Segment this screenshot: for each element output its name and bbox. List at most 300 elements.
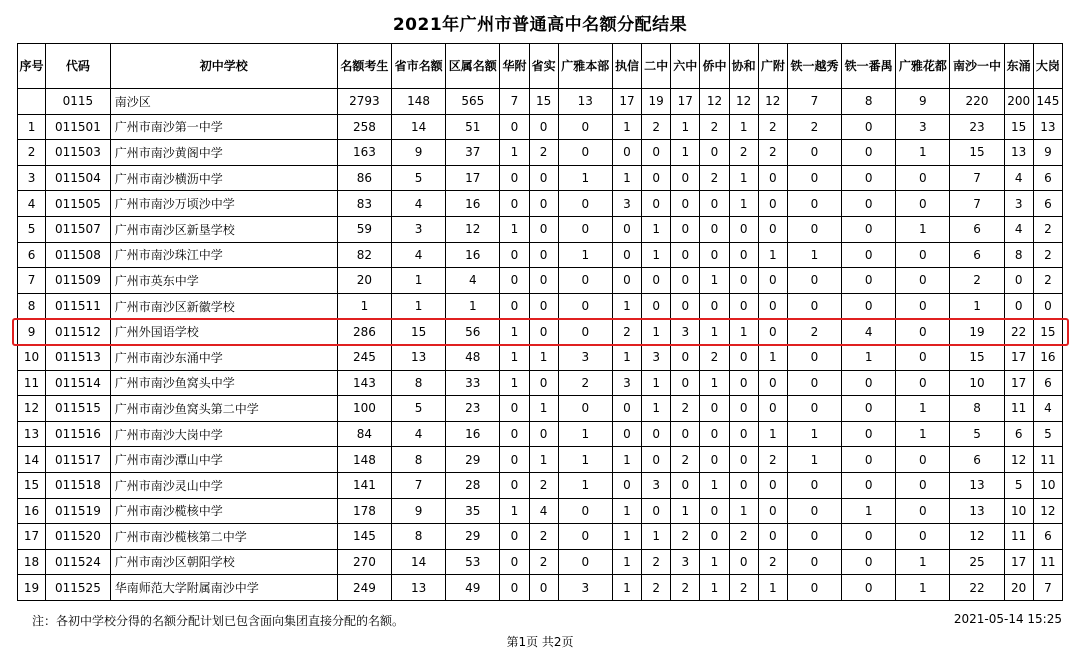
row-index-cell: 19: [18, 575, 46, 601]
school-code-cell: 011517: [46, 447, 111, 473]
quota-cell: 56: [446, 319, 500, 345]
quota-cell: 20: [337, 268, 391, 294]
quota-cell: 19: [950, 319, 1004, 345]
quota-cell: 17: [446, 165, 500, 191]
quota-cell: 8: [392, 447, 446, 473]
table-row: [18, 524, 1063, 550]
quota-cell: 2: [758, 549, 787, 575]
quota-cell: 2: [642, 575, 671, 601]
quota-cell: 2: [671, 396, 700, 422]
quota-cell: 7: [950, 165, 1004, 191]
quota-cell: 0: [729, 447, 758, 473]
quota-cell: 1: [787, 242, 841, 268]
table-row: [18, 370, 1063, 396]
column-header: 执信: [612, 44, 641, 89]
quota-cell: 0: [758, 370, 787, 396]
quota-cell: 1: [642, 242, 671, 268]
quota-cell: 0: [558, 524, 612, 550]
quota-cell: 0: [612, 216, 641, 242]
quota-cell: 0: [558, 319, 612, 345]
quota-cell: 0: [842, 114, 896, 140]
quota-cell: 0: [896, 165, 950, 191]
quota-cell: 8: [1004, 242, 1033, 268]
quota-cell: 83: [337, 191, 391, 217]
column-header: 侨中: [700, 44, 729, 89]
quota-cell: 2: [529, 140, 558, 166]
quota-cell: 200: [1004, 89, 1033, 115]
quota-cell: 0: [842, 268, 896, 294]
quota-cell: 0: [787, 498, 841, 524]
quota-cell: 2: [1033, 242, 1062, 268]
quota-cell: 0: [842, 191, 896, 217]
quota-cell: 84: [337, 421, 391, 447]
quota-cell: 0: [500, 447, 529, 473]
quota-cell: 1: [612, 498, 641, 524]
quota-cell: 13: [950, 472, 1004, 498]
quota-cell: 3: [558, 575, 612, 601]
quota-cell: 4: [1004, 165, 1033, 191]
quota-cell: 0: [758, 319, 787, 345]
quota-cell: 22: [950, 575, 1004, 601]
quota-cell: 0: [729, 549, 758, 575]
quota-cell: 0: [842, 165, 896, 191]
quota-cell: 286: [337, 319, 391, 345]
quota-cell: 0: [787, 524, 841, 550]
quota-cell: 12: [1033, 498, 1062, 524]
quota-cell: 0: [700, 421, 729, 447]
row-index-cell: 10: [18, 344, 46, 370]
quota-cell: 0: [500, 268, 529, 294]
quota-cell: 2: [529, 472, 558, 498]
table-row: [18, 396, 1063, 422]
quota-cell: 2: [1033, 268, 1062, 294]
school-name-cell: 广州市南沙区朝阳学校: [110, 549, 337, 575]
quota-cell: 0: [529, 191, 558, 217]
quota-cell: 1: [612, 575, 641, 601]
quota-cell: 0: [787, 549, 841, 575]
quota-cell: 49: [446, 575, 500, 601]
quota-cell: 0: [642, 268, 671, 294]
row-index-cell: [18, 89, 46, 115]
quota-cell: 0: [500, 421, 529, 447]
quota-cell: 4: [1004, 216, 1033, 242]
quota-cell: 1: [612, 447, 641, 473]
quota-cell: 82: [337, 242, 391, 268]
quota-cell: 2: [642, 114, 671, 140]
quota-cell: 0: [671, 191, 700, 217]
school-code-cell: 011504: [46, 165, 111, 191]
quota-cell: 2: [758, 140, 787, 166]
quota-cell: 10: [1004, 498, 1033, 524]
quota-cell: 1: [787, 447, 841, 473]
quota-cell: 4: [1033, 396, 1062, 422]
quota-cell: 1: [896, 140, 950, 166]
quota-cell: 0: [700, 524, 729, 550]
quota-cell: 3: [392, 216, 446, 242]
quota-cell: 0: [896, 319, 950, 345]
quota-cell: 4: [392, 421, 446, 447]
quota-cell: 0: [642, 140, 671, 166]
quota-cell: 9: [392, 140, 446, 166]
school-code-cell: 011519: [46, 498, 111, 524]
quota-cell: 16: [446, 191, 500, 217]
row-index-cell: 12: [18, 396, 46, 422]
column-header: 大岗: [1033, 44, 1062, 89]
quota-cell: 0: [729, 396, 758, 422]
quota-cell: 0: [558, 293, 612, 319]
quota-cell: 2: [612, 319, 641, 345]
quota-cell: 0: [896, 498, 950, 524]
quota-cell: 10: [950, 370, 1004, 396]
quota-cell: 1: [758, 575, 787, 601]
quota-cell: 0: [1004, 293, 1033, 319]
quota-cell: 17: [671, 89, 700, 115]
quota-cell: 1: [612, 524, 641, 550]
quota-cell: 7: [500, 89, 529, 115]
quota-cell: 15: [1004, 114, 1033, 140]
school-code-cell: 011503: [46, 140, 111, 166]
quota-cell: 15: [950, 344, 1004, 370]
allocation-table: [17, 43, 1063, 601]
quota-cell: 9: [896, 89, 950, 115]
quota-cell: 0: [842, 293, 896, 319]
school-name-cell: 广州市南沙区新垦学校: [110, 216, 337, 242]
quota-cell: 0: [729, 344, 758, 370]
row-index-cell: 3: [18, 165, 46, 191]
row-index-cell: 9: [18, 319, 46, 345]
quota-cell: 2: [729, 524, 758, 550]
school-name-cell: 广州市英东中学: [110, 268, 337, 294]
quota-cell: 1: [612, 549, 641, 575]
quota-cell: 2: [729, 140, 758, 166]
quota-cell: 13: [950, 498, 1004, 524]
school-name-cell: 广州市南沙鱼窝头中学: [110, 370, 337, 396]
quota-cell: 0: [758, 165, 787, 191]
quota-cell: 13: [1033, 114, 1062, 140]
row-index-cell: 13: [18, 421, 46, 447]
quota-cell: 35: [446, 498, 500, 524]
school-name-cell: 广州市南沙大岗中学: [110, 421, 337, 447]
quota-cell: 0: [671, 242, 700, 268]
quota-cell: 6: [950, 242, 1004, 268]
quota-cell: 0: [671, 216, 700, 242]
quota-cell: 163: [337, 140, 391, 166]
quota-cell: 2: [729, 575, 758, 601]
column-header: 二中: [642, 44, 671, 89]
quota-cell: 1: [558, 421, 612, 447]
quota-cell: 12: [700, 89, 729, 115]
quota-cell: 0: [612, 140, 641, 166]
quota-cell: 0: [642, 447, 671, 473]
quota-cell: 4: [529, 498, 558, 524]
quota-cell: 29: [446, 447, 500, 473]
quota-cell: 145: [1033, 89, 1062, 115]
school-name-cell: 广州市南沙黄阁中学: [110, 140, 337, 166]
quota-cell: 0: [500, 242, 529, 268]
column-header: 序号: [18, 44, 46, 89]
school-code-cell: 011518: [46, 472, 111, 498]
column-header: 代码: [46, 44, 111, 89]
quota-cell: 2: [529, 524, 558, 550]
school-name-cell: 广州市南沙潭山中学: [110, 447, 337, 473]
quota-cell: 0: [500, 472, 529, 498]
quota-cell: 5: [392, 165, 446, 191]
quota-cell: 1: [729, 498, 758, 524]
quota-cell: 1: [896, 396, 950, 422]
quota-cell: 0: [500, 524, 529, 550]
quota-cell: 7: [1033, 575, 1062, 601]
quota-cell: 1: [612, 114, 641, 140]
quota-cell: 13: [558, 89, 612, 115]
quota-cell: 2: [700, 344, 729, 370]
quota-cell: 0: [671, 370, 700, 396]
column-header: 铁一越秀: [787, 44, 841, 89]
quota-cell: 0: [1033, 293, 1062, 319]
quota-cell: 0: [896, 447, 950, 473]
quota-cell: 23: [446, 396, 500, 422]
quota-cell: 3: [671, 319, 700, 345]
school-code-cell: 011508: [46, 242, 111, 268]
quota-cell: 8: [950, 396, 1004, 422]
quota-cell: 0: [642, 421, 671, 447]
quota-cell: 0: [700, 447, 729, 473]
column-header: 初中学校: [110, 44, 337, 89]
row-index-cell: 2: [18, 140, 46, 166]
column-header: 省实: [529, 44, 558, 89]
quota-cell: 0: [896, 268, 950, 294]
table-row: [18, 268, 1063, 294]
quota-cell: 2: [787, 319, 841, 345]
quota-cell: 0: [896, 370, 950, 396]
quota-cell: 1: [642, 319, 671, 345]
quota-cell: 1: [529, 344, 558, 370]
quota-cell: 2: [950, 268, 1004, 294]
quota-cell: 1: [700, 268, 729, 294]
quota-cell: 0: [558, 268, 612, 294]
quota-cell: 3: [642, 344, 671, 370]
quota-cell: 12: [729, 89, 758, 115]
quota-cell: 0: [787, 472, 841, 498]
school-name-cell: 广州市南沙万顷沙中学: [110, 191, 337, 217]
quota-cell: 178: [337, 498, 391, 524]
quota-cell: 14: [392, 549, 446, 575]
quota-cell: 1: [671, 498, 700, 524]
quota-cell: 0: [500, 293, 529, 319]
column-header: 东涌: [1004, 44, 1033, 89]
quota-cell: 5: [1004, 472, 1033, 498]
quota-cell: 15: [392, 319, 446, 345]
quota-cell: 13: [392, 575, 446, 601]
quota-cell: 0: [700, 191, 729, 217]
quota-cell: 0: [558, 498, 612, 524]
quota-cell: 12: [446, 216, 500, 242]
quota-cell: 59: [337, 216, 391, 242]
quota-cell: 2: [529, 549, 558, 575]
quota-cell: 0: [729, 293, 758, 319]
quota-cell: 0: [842, 549, 896, 575]
quota-cell: 15: [1033, 319, 1062, 345]
quota-cell: 0: [612, 242, 641, 268]
school-name-cell: 广州市南沙榄核中学: [110, 498, 337, 524]
quota-cell: 0: [758, 524, 787, 550]
page-indicator: 第1页 共2页: [506, 635, 574, 649]
quota-cell: 1: [700, 472, 729, 498]
quota-cell: 0: [842, 575, 896, 601]
quota-cell: 249: [337, 575, 391, 601]
table-row: [18, 114, 1063, 140]
column-header: 区属名额: [446, 44, 500, 89]
quota-cell: 12: [950, 524, 1004, 550]
quota-cell: 15: [950, 140, 1004, 166]
quota-cell: 0: [612, 268, 641, 294]
quota-cell: 2: [642, 549, 671, 575]
row-index-cell: 14: [18, 447, 46, 473]
quota-cell: 17: [612, 89, 641, 115]
quota-cell: 220: [950, 89, 1004, 115]
quota-cell: 1: [787, 421, 841, 447]
table-row: [18, 498, 1063, 524]
school-code-cell: 011511: [46, 293, 111, 319]
quota-cell: 0: [700, 216, 729, 242]
table-row: [18, 242, 1063, 268]
quota-cell: 2: [758, 447, 787, 473]
row-index-cell: 18: [18, 549, 46, 575]
row-index-cell: 17: [18, 524, 46, 550]
quota-cell: 14: [392, 114, 446, 140]
quota-cell: 0: [612, 396, 641, 422]
quota-cell: 0: [842, 216, 896, 242]
table-row: [18, 549, 1063, 575]
column-header: 名额考生: [337, 44, 391, 89]
quota-cell: 0: [758, 191, 787, 217]
quota-cell: 4: [842, 319, 896, 345]
quota-cell: 1: [500, 216, 529, 242]
quota-cell: 0: [842, 472, 896, 498]
quota-cell: 0: [671, 293, 700, 319]
table-row: [18, 421, 1063, 447]
quota-cell: 86: [337, 165, 391, 191]
quota-cell: 1: [671, 140, 700, 166]
quota-cell: 5: [1033, 421, 1062, 447]
row-index-cell: 7: [18, 268, 46, 294]
quota-cell: 0: [558, 114, 612, 140]
table-row: [18, 293, 1063, 319]
quota-cell: 0: [700, 293, 729, 319]
quota-cell: 0: [529, 268, 558, 294]
column-header: 协和: [729, 44, 758, 89]
quota-cell: 0: [612, 472, 641, 498]
quota-cell: 0: [529, 370, 558, 396]
quota-cell: 2: [671, 447, 700, 473]
quota-cell: 0: [558, 549, 612, 575]
table-row: [18, 89, 1063, 115]
quota-cell: 3: [1004, 191, 1033, 217]
quota-cell: 258: [337, 114, 391, 140]
quota-cell: 1: [392, 293, 446, 319]
quota-cell: 1: [337, 293, 391, 319]
quota-cell: 1: [671, 114, 700, 140]
quota-cell: 0: [729, 242, 758, 268]
column-header: 广雅本部: [558, 44, 612, 89]
table-row: [18, 472, 1063, 498]
quota-cell: 11: [1033, 447, 1062, 473]
row-index-cell: 1: [18, 114, 46, 140]
quota-cell: 0: [787, 370, 841, 396]
quota-cell: 0: [729, 472, 758, 498]
table-row: [18, 216, 1063, 242]
quota-cell: 17: [1004, 344, 1033, 370]
quota-cell: 9: [1033, 140, 1062, 166]
quota-cell: 20: [1004, 575, 1033, 601]
quota-cell: 6: [1033, 524, 1062, 550]
quota-cell: 0: [842, 140, 896, 166]
school-name-cell: 广州市南沙灵山中学: [110, 472, 337, 498]
column-header: 省市名额: [392, 44, 446, 89]
school-name-cell: 广州市南沙鱼窝头第二中学: [110, 396, 337, 422]
quota-cell: 0: [787, 293, 841, 319]
quota-cell: 28: [446, 472, 500, 498]
quota-cell: 0: [500, 114, 529, 140]
quota-cell: 5: [392, 396, 446, 422]
quota-cell: 1: [729, 165, 758, 191]
quota-cell: 6: [1004, 421, 1033, 447]
table-row: [18, 344, 1063, 370]
column-header: 南沙一中: [950, 44, 1004, 89]
school-code-cell: 0115: [46, 89, 111, 115]
quota-cell: 11: [1004, 396, 1033, 422]
quota-cell: 4: [446, 268, 500, 294]
quota-cell: 0: [842, 421, 896, 447]
quota-cell: 17: [1004, 370, 1033, 396]
school-code-cell: 011514: [46, 370, 111, 396]
quota-cell: 6: [1033, 191, 1062, 217]
quota-cell: 1: [642, 524, 671, 550]
quota-cell: 0: [529, 575, 558, 601]
quota-cell: 19: [642, 89, 671, 115]
school-code-cell: 011520: [46, 524, 111, 550]
quota-cell: 0: [787, 575, 841, 601]
quota-cell: 1: [642, 370, 671, 396]
quota-cell: 0: [529, 421, 558, 447]
column-header: 六中: [671, 44, 700, 89]
table-row: [18, 140, 1063, 166]
school-code-cell: 011501: [46, 114, 111, 140]
quota-cell: 0: [700, 498, 729, 524]
quota-cell: 0: [896, 191, 950, 217]
column-header: 广附: [758, 44, 787, 89]
quota-cell: 25: [950, 549, 1004, 575]
quota-cell: 2: [558, 370, 612, 396]
quota-cell: 0: [842, 242, 896, 268]
quota-cell: 3: [642, 472, 671, 498]
quota-cell: 51: [446, 114, 500, 140]
footnote: 注：各初中学校分得的名额分配计划已包含面向集团直接分配的名额。: [32, 614, 405, 628]
column-header: 华附: [500, 44, 529, 89]
quota-cell: 0: [896, 242, 950, 268]
quota-cell: 1: [842, 344, 896, 370]
quota-cell: 0: [529, 293, 558, 319]
row-index-cell: 16: [18, 498, 46, 524]
column-header: 广雅花都: [896, 44, 950, 89]
school-code-cell: 011505: [46, 191, 111, 217]
quota-cell: 48: [446, 344, 500, 370]
row-index-cell: 11: [18, 370, 46, 396]
quota-cell: 1: [612, 293, 641, 319]
row-index-cell: 4: [18, 191, 46, 217]
quota-cell: 1: [950, 293, 1004, 319]
row-index-cell: 6: [18, 242, 46, 268]
quota-cell: 13: [392, 344, 446, 370]
